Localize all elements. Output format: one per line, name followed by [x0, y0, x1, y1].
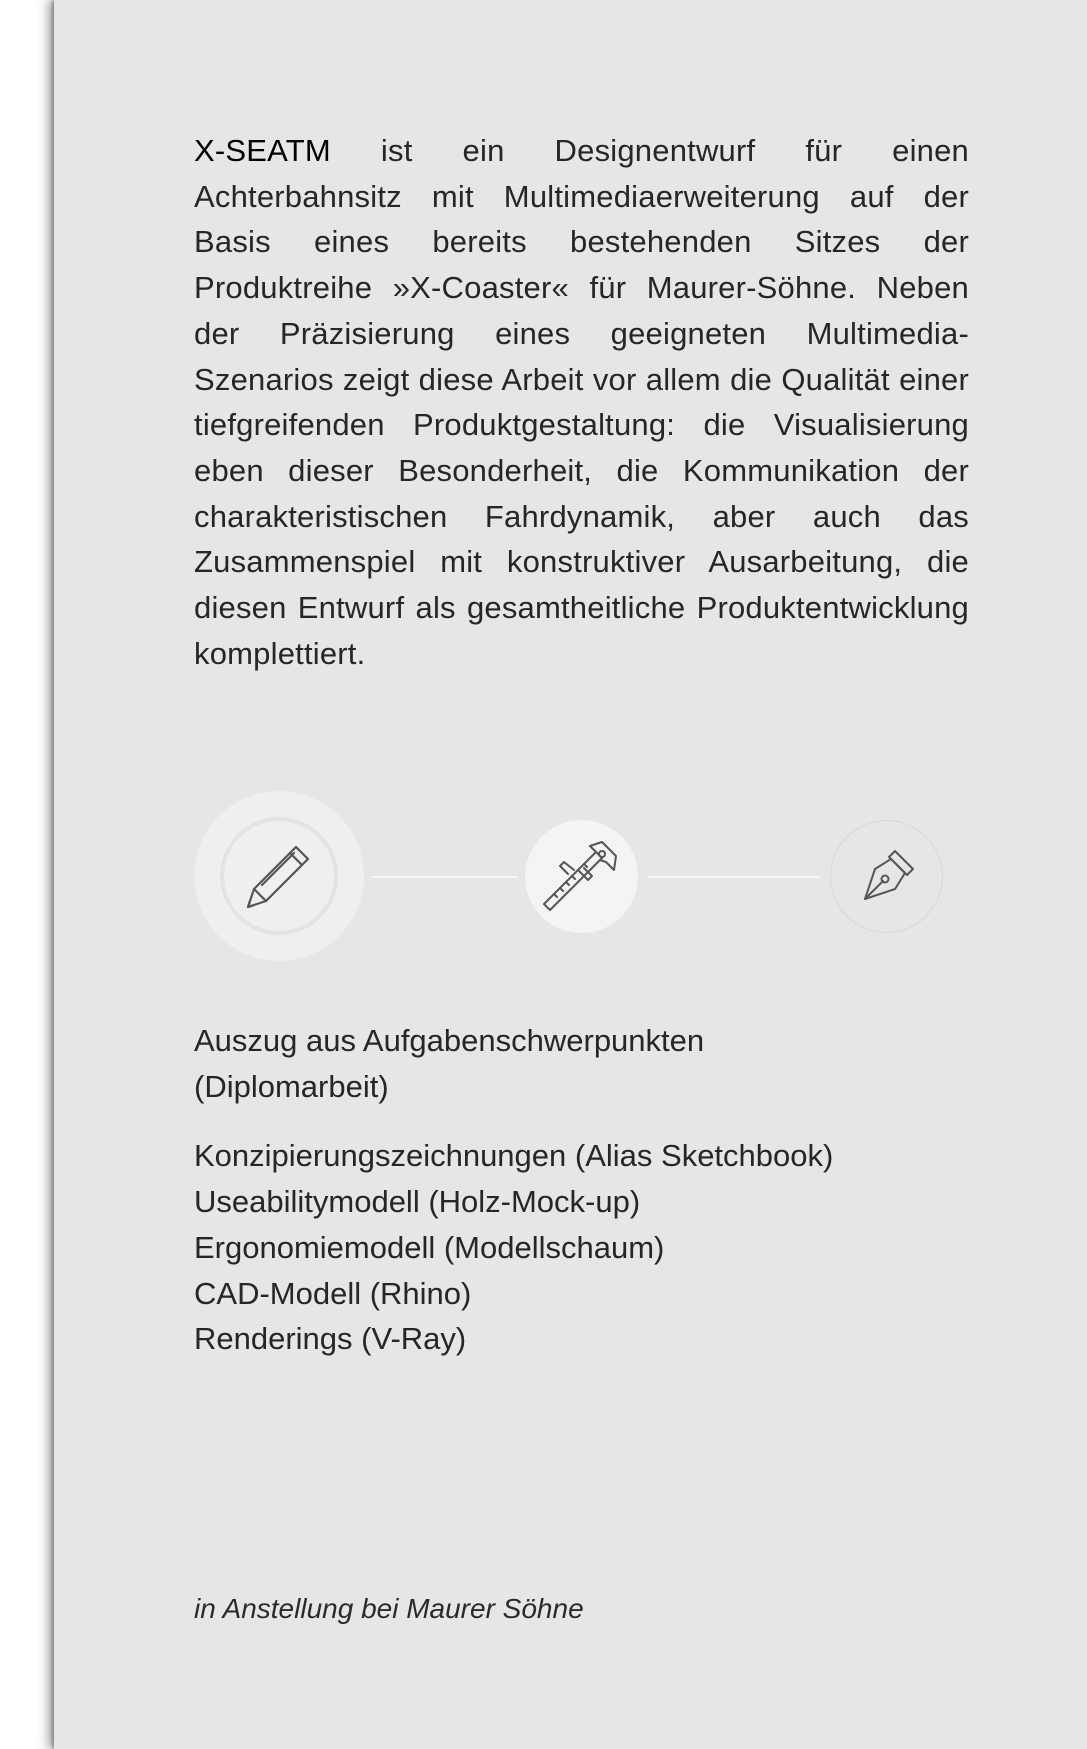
tasks-heading: [194, 1018, 969, 1109]
connector-line: [371, 876, 518, 878]
footnote: in Anstellung bei Maurer Söhne: [194, 1593, 584, 1624]
fountain-pen-step: [830, 820, 943, 933]
tasks-heading-line2: (Diplomarbeit): [194, 1068, 389, 1104]
connector-line: [648, 876, 820, 878]
tasks-heading-line1: Auszug aus Aufgabenschwerpunkten: [194, 1023, 705, 1058]
pencil-step: [220, 817, 338, 935]
tasks-section: [194, 1018, 969, 1362]
pencil-icon: [242, 839, 316, 913]
task-item: Useabilitymodell (Holz-Mock-up): [194, 1184, 641, 1220]
intro-text: ist ein Designentwurf für einen Achterbahnsitz mit Multimediaerweiterung auf der Basis eines bereits bestehenden Sitzes der Produktreihe »X-Coaster« für Maurer-Söhne. Neben der Präzisierung eines geeigneten Multimedia-Szenarios zeigt diese Arbeit vor allem die Qualität einer tiefgreifenden Produktgestaltung: die Visualisierung eben dieser Besonderheit, die Kommunikation der charakteristischen Fahrdynamik, aber auch das Zusammenspiel mit konstruktiver Ausarbeitung, die diesen Entwurf als gesamtheitliche Produktentwicklung komplettiert.: [194, 133, 969, 671]
task-item: CAD-Modell (Rhino): [194, 1275, 472, 1311]
task-item: Renderings (V-Ray): [194, 1321, 467, 1357]
task-item: Ergonomiemodell (Modellschaum): [194, 1229, 665, 1265]
caliper-step: [525, 820, 638, 933]
intro-paragraph: [194, 128, 969, 676]
caliper-icon: [540, 840, 624, 914]
product-name: X-SEATM: [194, 133, 331, 168]
task-item: Konzipierungszeichnungen (Alias Sketchbook): [194, 1138, 834, 1174]
page-panel: [54, 0, 1087, 1749]
content-column: [194, 128, 969, 1624]
fountain-pen-icon: [855, 845, 919, 909]
process-icons: [194, 791, 969, 961]
task-list: [194, 1133, 969, 1362]
